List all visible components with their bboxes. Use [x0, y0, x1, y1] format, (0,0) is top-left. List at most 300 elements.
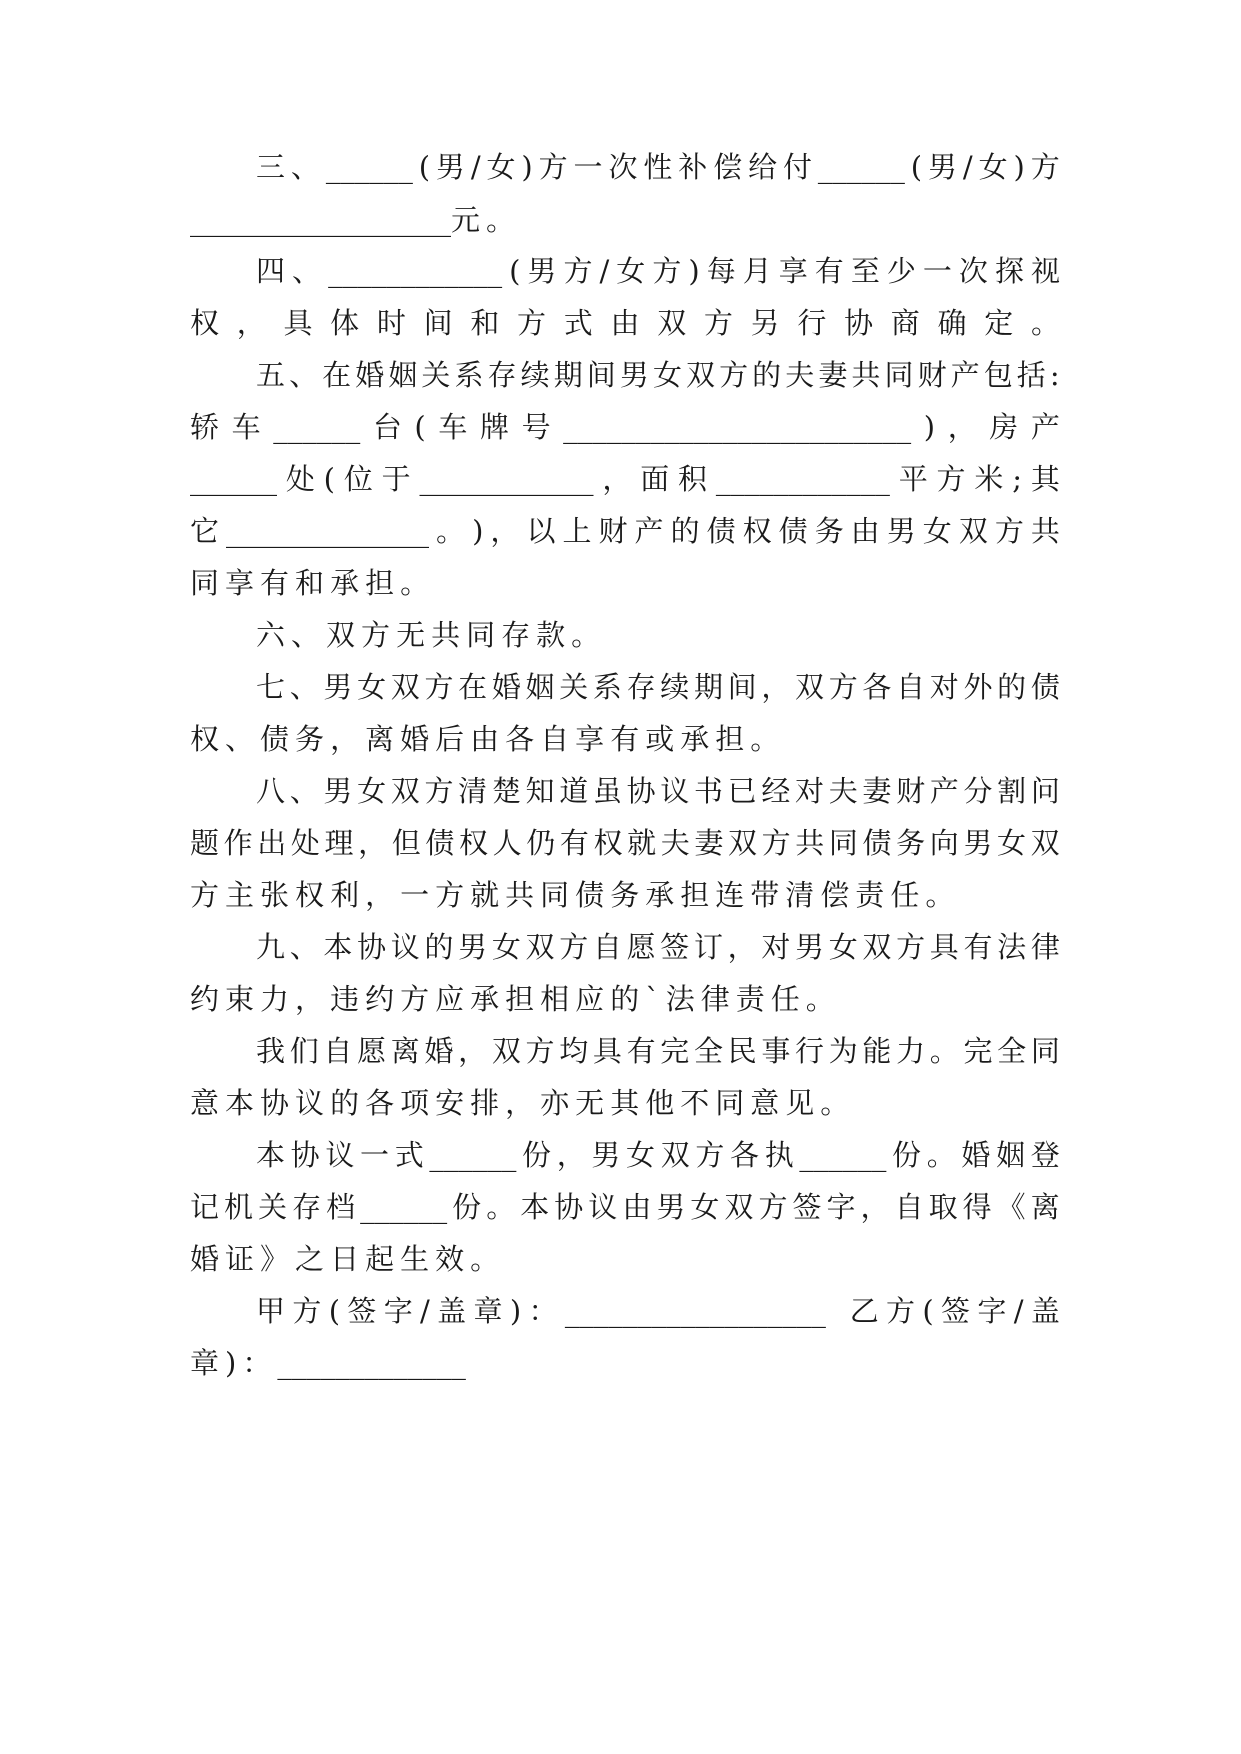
text-glyph: 关 — [258, 1190, 288, 1224]
text-glyph: 字 — [826, 1190, 856, 1224]
text-glyph: 产 — [950, 358, 980, 392]
text-glyph: ， — [330, 722, 366, 756]
text-glyph: 房 — [989, 410, 1019, 444]
text-glyph: 机 — [224, 1190, 254, 1224]
text-glyph: 应 — [435, 982, 471, 1016]
text-glyph: 期 — [693, 670, 723, 704]
text-glyph: 协 — [290, 1138, 320, 1172]
text-glyph: 同 — [884, 358, 914, 392]
text-glyph: 后 — [435, 722, 471, 756]
text-glyph: 四 — [256, 254, 286, 288]
text-glyph: 应 — [575, 982, 611, 1016]
text-glyph: 视 — [1030, 254, 1060, 288]
text-glyph: 双 — [686, 358, 716, 392]
text-glyph: 权 — [459, 826, 489, 860]
clause-3-line-1 — [256, 145, 1060, 189]
text-glyph: 份 — [522, 1138, 552, 1172]
blank-field: ______ — [190, 462, 277, 496]
text-glyph: 由 — [850, 514, 880, 548]
text-glyph: 男 — [435, 150, 465, 184]
text-glyph: 另 — [750, 306, 780, 340]
text-glyph: : — [1049, 358, 1060, 392]
text-glyph: 。 — [926, 1138, 956, 1172]
text-glyph: 离 — [1030, 1190, 1060, 1224]
text-glyph: 女 — [997, 826, 1027, 860]
text-glyph: 债 — [706, 514, 736, 548]
clause-4-line-2 — [190, 301, 1060, 345]
text-glyph: 协 — [844, 306, 874, 340]
text-glyph: 系 — [454, 358, 484, 392]
text-glyph: 方 — [292, 1294, 322, 1328]
text-glyph: 们 — [289, 1034, 319, 1068]
text-glyph: 一 — [400, 878, 436, 912]
text-glyph: 已 — [727, 774, 757, 808]
text-glyph: 男 — [323, 670, 353, 704]
text-glyph: 间 — [727, 670, 757, 704]
text-glyph: 女 — [828, 930, 858, 964]
text-glyph — [833, 1289, 842, 1333]
clause-7-line-1 — [256, 665, 1060, 709]
text-glyph: 双 — [390, 774, 420, 808]
text-glyph: 担 — [715, 722, 751, 756]
text-glyph: 的 — [752, 358, 782, 392]
text-glyph: 以 — [526, 514, 556, 548]
text-glyph: 上 — [562, 514, 592, 548]
text-glyph: 法 — [997, 930, 1027, 964]
text-glyph: 但 — [391, 826, 421, 860]
text-glyph: 方 — [361, 618, 397, 652]
text-glyph: 项 — [400, 1086, 436, 1120]
text-glyph: 产 — [1030, 410, 1060, 444]
text-glyph: 方 — [1030, 150, 1060, 184]
text-glyph: 男 — [656, 1190, 686, 1224]
text-glyph: 共 — [431, 618, 467, 652]
text-glyph: ， — [365, 878, 401, 912]
text-glyph: 续 — [660, 670, 690, 704]
text-glyph: 仍 — [526, 826, 556, 860]
text-glyph: 、 — [290, 150, 320, 184]
text-glyph: 方 — [703, 306, 733, 340]
text-glyph: ) — [1013, 150, 1025, 184]
text-glyph: 九 — [256, 930, 286, 964]
text-glyph: 有 — [626, 1034, 656, 1068]
text-glyph: 力 — [260, 982, 296, 1016]
text-glyph: 婚 — [961, 1138, 991, 1172]
text-glyph: 姻 — [525, 670, 555, 704]
text-glyph: 七 — [256, 670, 286, 704]
text-glyph: 男 — [323, 774, 353, 808]
text-glyph: ， — [295, 982, 331, 1016]
text-glyph: 。 — [805, 982, 841, 1016]
text-glyph: 双 — [390, 670, 420, 704]
text-glyph: 具 — [929, 930, 959, 964]
text-glyph: 六 — [256, 618, 292, 652]
clause-8-line-1 — [256, 769, 1060, 813]
text-glyph: 款 — [536, 618, 572, 652]
text-glyph: 在 — [322, 358, 352, 392]
text-glyph: 违 — [330, 982, 366, 1016]
text-glyph: ( — [414, 410, 426, 444]
text-glyph: 双 — [724, 1190, 754, 1224]
text-glyph: 债 — [862, 826, 892, 860]
text-glyph: 偿 — [713, 150, 743, 184]
text-glyph: 取 — [928, 1190, 958, 1224]
text-glyph: ; — [1012, 462, 1023, 496]
text-glyph: 字 — [383, 1294, 413, 1328]
text-glyph: 完 — [660, 1034, 690, 1068]
text-glyph: 生 — [400, 1242, 436, 1276]
text-glyph: 楚 — [491, 774, 521, 808]
text-glyph: 婚 — [491, 670, 521, 704]
text-glyph: 共 — [1030, 514, 1060, 548]
text-glyph: 张 — [260, 878, 296, 912]
text-glyph: 妻 — [818, 358, 848, 392]
text-glyph: 章 — [473, 1294, 503, 1328]
text-glyph: 女 — [616, 254, 646, 288]
text-glyph: 夫 — [828, 774, 858, 808]
text-glyph: 元 — [451, 203, 487, 237]
text-glyph: 财 — [598, 514, 628, 548]
text-glyph: 同 — [190, 566, 226, 600]
text-glyph: ， — [358, 826, 388, 860]
text-glyph: 记 — [190, 1190, 220, 1224]
text-glyph: 。 — [486, 1190, 516, 1224]
text-glyph: 八 — [256, 774, 286, 808]
text-glyph: 由 — [610, 306, 640, 340]
text-glyph: ) — [225, 1346, 243, 1380]
text-glyph: 姻 — [388, 358, 418, 392]
text-glyph: 式 — [394, 1138, 424, 1172]
text-glyph: ， — [236, 306, 266, 340]
text-glyph: 之 — [295, 1242, 331, 1276]
text-glyph: 具 — [283, 306, 313, 340]
text-glyph: 车 — [438, 410, 468, 444]
text-glyph: 问 — [1030, 774, 1060, 808]
text-glyph: ， — [458, 1034, 488, 1068]
text-glyph: / — [599, 254, 610, 288]
text-glyph: 少 — [886, 254, 916, 288]
text-glyph: 存 — [292, 1190, 322, 1224]
text-glyph: 于 — [381, 462, 411, 496]
blank-field: ________________________ — [563, 410, 912, 444]
clause-5-line-5 — [190, 561, 1060, 605]
text-glyph: 不 — [680, 1086, 716, 1120]
text-glyph: 双 — [1030, 826, 1060, 860]
text-glyph: 产 — [634, 514, 664, 548]
text-glyph: 其 — [610, 1086, 646, 1120]
text-glyph: 档 — [326, 1190, 356, 1224]
text-glyph: 男 — [927, 150, 957, 184]
text-glyph: 得 — [962, 1190, 992, 1224]
text-glyph: 担 — [505, 982, 541, 1016]
text-glyph: 承 — [330, 566, 366, 600]
text-glyph: 方 — [719, 358, 749, 392]
text-glyph: 由 — [470, 722, 506, 756]
clause-5-line-3 — [190, 457, 1060, 501]
text-glyph: 利 — [330, 878, 366, 912]
text-glyph: 享 — [225, 566, 261, 600]
text-glyph: 方 — [563, 254, 593, 288]
text-glyph: ( — [910, 150, 923, 184]
text-glyph: 务 — [610, 878, 646, 912]
text-glyph: 债 — [425, 826, 455, 860]
text-glyph: 方 — [424, 774, 454, 808]
text-glyph: 、 — [291, 618, 327, 652]
text-glyph: 方 — [994, 514, 1024, 548]
text-glyph: 由 — [622, 1190, 652, 1224]
text-glyph: 双 — [660, 1138, 690, 1172]
text-glyph: 份 — [892, 1138, 922, 1172]
text-glyph: 关 — [421, 358, 451, 392]
text-glyph: 享 — [575, 722, 611, 756]
blank-field: ____________ — [328, 254, 503, 288]
copies-line-2 — [190, 1185, 1060, 1229]
text-glyph: 方 — [424, 670, 454, 704]
text-glyph: 盖 — [437, 1294, 467, 1328]
clause-8-line-2 — [190, 821, 1060, 865]
text-glyph: 一 — [922, 254, 952, 288]
text-glyph: 女 — [922, 514, 952, 548]
clause-8-line-3 — [190, 873, 1060, 917]
text-glyph: 订 — [693, 930, 723, 964]
text-glyph: 和 — [470, 306, 500, 340]
text-glyph: 对 — [795, 774, 825, 808]
text-glyph: 本 — [256, 1138, 286, 1172]
text-glyph: 登 — [1030, 1138, 1060, 1172]
text-glyph: 议 — [325, 1138, 355, 1172]
text-glyph: 割 — [997, 774, 1027, 808]
text-glyph: 处 — [285, 462, 315, 496]
text-glyph: 意 — [190, 1086, 226, 1120]
text-glyph: 民 — [727, 1034, 757, 1068]
text-glyph: 事 — [761, 1034, 791, 1068]
text-glyph: 证 — [225, 1242, 261, 1276]
text-glyph: / — [470, 150, 481, 184]
text-glyph: 一 — [360, 1138, 390, 1172]
text-glyph: 分 — [963, 774, 993, 808]
text-glyph: 、 — [289, 774, 319, 808]
text-glyph: 亦 — [540, 1086, 576, 1120]
text-glyph: 包 — [983, 358, 1013, 392]
text-glyph: 姻 — [996, 1138, 1026, 1172]
text-glyph: 签 — [660, 930, 690, 964]
text-glyph: 乙 — [849, 1294, 879, 1328]
text-glyph: 共 — [505, 878, 541, 912]
blank-field: __________________ — [564, 1294, 826, 1328]
text-glyph: 轿 — [190, 410, 220, 444]
text-glyph: 。 — [400, 566, 436, 600]
text-glyph: 双 — [326, 618, 362, 652]
text-glyph: 具 — [592, 1034, 622, 1068]
text-glyph: 或 — [645, 722, 681, 756]
text-glyph: 。 — [750, 722, 786, 756]
clause-9-line-1 — [256, 925, 1060, 969]
text-glyph: ) — [509, 1294, 522, 1328]
text-glyph: 方 — [761, 826, 791, 860]
text-glyph: 理 — [324, 826, 354, 860]
text-glyph: 相 — [540, 982, 576, 1016]
text-glyph: 方 — [695, 1138, 725, 1172]
text-glyph: 各 — [365, 1086, 401, 1120]
text-glyph: ) — [472, 514, 484, 548]
text-glyph: 的 — [424, 930, 454, 964]
text-glyph: 和 — [295, 566, 331, 600]
blank-field: _____________ — [277, 1346, 466, 1380]
text-glyph: 同 — [1030, 1034, 1060, 1068]
text-glyph: 承 — [645, 878, 681, 912]
text-glyph: 方 — [896, 930, 926, 964]
text-glyph: 女 — [491, 930, 521, 964]
text-glyph: 能 — [862, 1034, 892, 1068]
text-glyph: 律 — [1030, 930, 1060, 964]
text-glyph: 方 — [190, 878, 226, 912]
text-glyph: ， — [727, 930, 757, 964]
text-glyph: 议 — [660, 774, 690, 808]
text-glyph: 米 — [974, 462, 1004, 496]
text-glyph: 安 — [435, 1086, 471, 1120]
text-glyph: 夫 — [660, 826, 690, 860]
text-glyph: 本 — [225, 1086, 261, 1120]
text-glyph: 女 — [690, 1190, 720, 1224]
text-glyph: 有 — [610, 722, 646, 756]
text-glyph: 双 — [657, 306, 687, 340]
text-glyph: 方 — [400, 982, 436, 1016]
text-glyph: 每 — [706, 254, 736, 288]
text-glyph: 女 — [357, 670, 387, 704]
text-glyph: / — [1013, 1294, 1024, 1328]
text-glyph: 。 — [929, 1034, 959, 1068]
text-glyph: ： — [528, 1294, 558, 1328]
text-glyph: 间 — [586, 358, 616, 392]
text-glyph: 签 — [941, 1294, 971, 1328]
text-glyph: ， — [556, 1138, 586, 1172]
text-glyph: 共 — [795, 826, 825, 860]
text-glyph: ： — [242, 1346, 278, 1380]
text-glyph: ， — [602, 462, 632, 496]
text-glyph: 题 — [190, 826, 220, 860]
text-glyph: 见 — [785, 1086, 821, 1120]
text-glyph: 离 — [365, 722, 401, 756]
text-glyph: 定 — [984, 306, 1014, 340]
signature-line-2 — [190, 1341, 1060, 1385]
text-glyph: 各 — [862, 670, 892, 704]
text-glyph: 同 — [540, 878, 576, 912]
text-glyph: 补 — [678, 150, 708, 184]
text-glyph: 三 — [256, 150, 286, 184]
text-glyph: 权 — [742, 514, 772, 548]
text-glyph: ( — [328, 1294, 341, 1328]
text-glyph: 双 — [728, 826, 758, 860]
text-glyph: ) — [923, 410, 936, 444]
text-glyph: 有 — [260, 566, 296, 600]
text-glyph: 续 — [520, 358, 550, 392]
text-glyph: 全 — [693, 1034, 723, 1068]
text-glyph: 权 — [190, 722, 226, 756]
text-glyph: 男 — [591, 1138, 621, 1172]
text-glyph: 带 — [750, 878, 786, 912]
text-glyph: ( — [509, 254, 521, 288]
text-glyph: 男 — [886, 514, 916, 548]
blank-field: ______ — [817, 150, 905, 184]
text-glyph: / — [962, 150, 973, 184]
text-glyph: 给 — [748, 150, 778, 184]
text-glyph: 方 — [525, 1034, 555, 1068]
text-glyph: 自 — [894, 1190, 924, 1224]
text-glyph: 约 — [190, 982, 226, 1016]
text-glyph: 方 — [886, 1294, 916, 1328]
text-glyph: 协 — [626, 774, 656, 808]
text-glyph: 双 — [491, 1034, 521, 1068]
text-glyph: 承 — [680, 722, 716, 756]
text-glyph: 方 — [435, 878, 471, 912]
text-glyph: 作 — [223, 826, 253, 860]
clause-5-line-4 — [190, 509, 1060, 553]
clause-4-line-1 — [256, 249, 1060, 293]
text-glyph: 夫 — [785, 358, 815, 392]
text-glyph: 责 — [735, 982, 771, 1016]
text-glyph: 积 — [678, 462, 708, 496]
text-glyph: 双 — [862, 930, 892, 964]
text-glyph: 权 — [295, 878, 331, 912]
text-glyph: 对 — [761, 930, 791, 964]
text-glyph: 存 — [501, 618, 537, 652]
text-glyph: 月 — [742, 254, 772, 288]
text-glyph: 愿 — [626, 930, 656, 964]
text-glyph: 向 — [929, 826, 959, 860]
text-glyph: 出 — [257, 826, 287, 860]
text-glyph: 务 — [295, 722, 331, 756]
text-glyph: 。 — [470, 1242, 506, 1276]
text-glyph: 》 — [260, 1242, 296, 1276]
text-glyph: 自 — [896, 670, 926, 704]
text-glyph: 体 — [330, 306, 360, 340]
text-glyph: 章 — [190, 1346, 226, 1380]
blank-field: __________________ — [190, 203, 451, 237]
text-glyph: 财 — [917, 358, 947, 392]
text-glyph: 字 — [977, 1294, 1007, 1328]
text-glyph: 次 — [958, 254, 988, 288]
text-glyph: 的 — [670, 514, 700, 548]
text-glyph: 无 — [575, 1086, 611, 1120]
text-glyph: 议 — [295, 1086, 331, 1120]
text-glyph: 台 — [372, 410, 402, 444]
text-glyph: 方 — [538, 150, 568, 184]
text-glyph: 同 — [466, 618, 502, 652]
text-glyph: 方 — [758, 1190, 788, 1224]
text-glyph: 人 — [492, 826, 522, 860]
text-glyph: ( — [922, 1294, 934, 1328]
text-glyph: 任 — [890, 878, 926, 912]
text-glyph: 知 — [525, 774, 555, 808]
text-glyph: 协 — [554, 1190, 584, 1224]
text-glyph: 签 — [347, 1294, 377, 1328]
text-glyph: 、 — [289, 358, 319, 392]
text-glyph: 务 — [814, 514, 844, 548]
text-glyph: 签 — [792, 1190, 822, 1224]
text-glyph: 。 — [820, 1086, 856, 1120]
text-glyph: 对 — [929, 670, 959, 704]
text-glyph: 各 — [505, 722, 541, 756]
text-glyph: 财 — [896, 774, 926, 808]
text-glyph: 探 — [994, 254, 1024, 288]
text-glyph: 自 — [540, 722, 576, 756]
text-glyph: 时 — [376, 306, 406, 340]
text-glyph: 力 — [896, 1034, 926, 1068]
text-glyph: 女 — [652, 358, 682, 392]
text-glyph: 愿 — [357, 1034, 387, 1068]
text-glyph: 性 — [643, 150, 673, 184]
text-glyph: 方 — [936, 462, 966, 496]
